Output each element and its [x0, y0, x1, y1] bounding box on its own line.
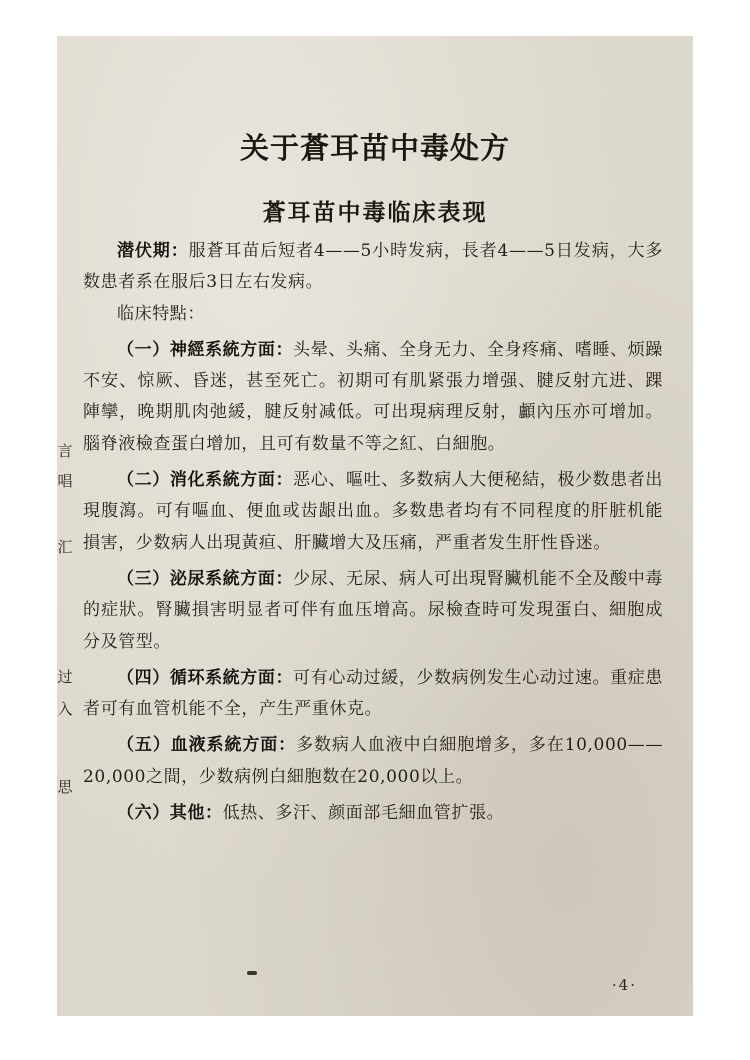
- document-subtitle: 蒼耳苗中毒临床表现: [262, 199, 488, 226]
- page-number: ·4·: [611, 976, 637, 994]
- paragraph-text: 头晕、头痛、全身无力、全身疼痛、嗜睡、烦躁不安、惊厥、昏迷，甚至死亡。初期可有肌紧張力增强、腱反射亢进、踝陣攣，晚期肌肉弛緩，腱反射减低。可出現病理反射，顱內压亦可增加。腦脊液檢查蛋白增加，且可有数量不等之紅、白細胞。: [83, 339, 663, 454]
- paragraph-lead: （一）神經系統方面：: [117, 339, 294, 360]
- document-body: [83, 236, 663, 829]
- paragraph-nervous-system: [83, 335, 663, 460]
- paragraph-text: 可有心动过緩，少数病例发生心动过速。重症患者可有血管机能不全，产生严重休克。: [83, 667, 663, 720]
- paragraph-text: 恶心、嘔吐、多数病人大便秘結，极少数患者出現腹瀉。可有嘔血、便血或齿龈出血。多数患者均有不同程度的肝脏机能損害，少数病人出現黃疸、肝臟增大及压痛，严重者发生肝性昏迷。: [83, 470, 663, 553]
- paragraph-lead: （五）血液系統方面：: [117, 735, 297, 756]
- margin-fragment: 过: [57, 668, 73, 686]
- paragraph-text: 低热、多汗、颜面部毛細血管扩張。: [222, 803, 505, 824]
- paragraph-lead: （六）其他：: [117, 803, 223, 824]
- margin-fragment: 思: [57, 778, 73, 796]
- paragraph-text: 少尿、无尿、病人可出現腎臟机能不全及酸中毒的症狀。腎臟損害明显者可伴有血压增高。尿檢查時可发現蛋白、細胞成分及管型。: [83, 568, 663, 652]
- paragraph-incubation: [83, 236, 663, 299]
- paragraph-lead: 潜伏期：: [117, 241, 189, 261]
- paragraph-text: 多数病人血液中白細胞增多，多在10,000——20,000之間，少数病例白細胞数在20,000以上。: [83, 735, 663, 787]
- margin-fragment: 入: [57, 700, 73, 718]
- paragraph-lead: （四）循环系統方面：: [117, 667, 294, 688]
- margin-fragment: 汇: [57, 538, 73, 556]
- paragraph-other: [83, 798, 663, 829]
- paragraph-text: 临床特點：: [117, 303, 205, 324]
- paragraph-lead: （二）消化系統方面：: [117, 470, 294, 491]
- paragraph-urinary-system: [83, 564, 663, 658]
- paragraph-digestive-system: [83, 465, 663, 559]
- margin-fragment: 言: [57, 442, 73, 460]
- paragraph-lead: （三）泌尿系統方面：: [117, 568, 294, 589]
- print-speck: [247, 971, 257, 975]
- document-page: [57, 36, 693, 1016]
- document-title: 关于蒼耳苗中毒处方: [239, 131, 510, 165]
- margin-fragment: 唱: [57, 472, 73, 490]
- paragraph-clinical-heading: [83, 299, 663, 330]
- paragraph-text: 服蒼耳苗后短者4——5小時发病，長者4——5日发病，大多数患者系在服后3日左右发病。: [83, 241, 663, 293]
- paragraph-circulatory-system: [83, 663, 663, 726]
- paragraph-blood-system: [83, 730, 663, 793]
